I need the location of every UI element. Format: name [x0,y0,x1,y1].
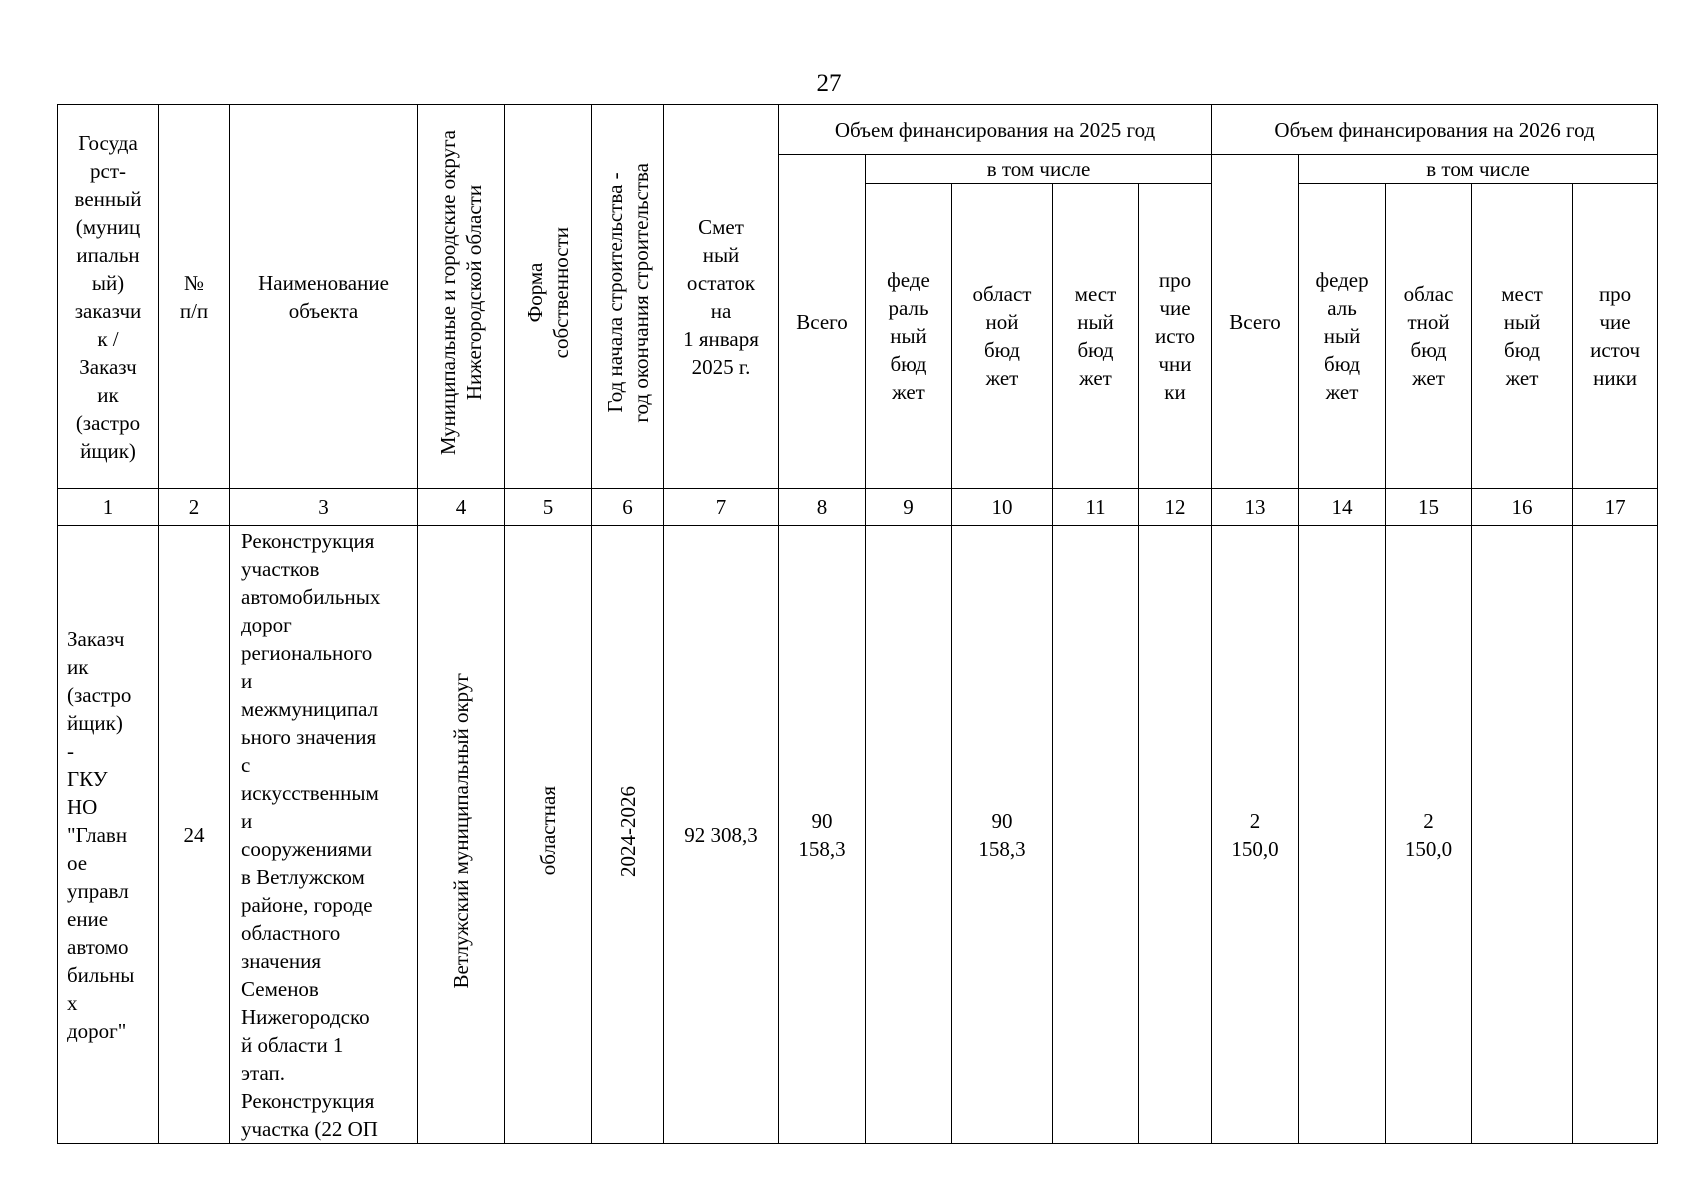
cell-other-2025 [1139,526,1212,1144]
header-including-2025: в том числе [866,155,1212,184]
cell-object-name: Реконструкция участков автомобильных дорог регионального и межмуниципал ьного значения с искусственным и сооружениями в Ветлужском районе, городе областного значения Семенов Нижегородско й области 1 этап. Реконструкция участка (22 ОП [230,526,418,1144]
cell-years [592,526,664,1144]
header-years-text: Год начала строительства - год окончания строительства [602,163,653,423]
column-number: 10 [952,489,1053,526]
cell-number: 24 [159,526,230,1144]
column-number-row [58,489,1658,526]
header-customer: Госуда рст- венный (муниц ипальн ый) заказчи к / Заказч ик (застро йщик) [58,105,159,489]
column-number: 13 [1212,489,1299,526]
column-number: 3 [230,489,418,526]
column-number: 7 [664,489,779,526]
header-municipality-text: Муниципальные и городские округа Нижегородской области [436,130,486,456]
cell-regional-2026: 2 150,0 [1386,526,1472,1144]
cell-ownership [505,526,592,1144]
cell-federal-2025 [866,526,952,1144]
header-federal-2026: федер аль ный бюд жет [1299,184,1386,489]
header-number: № п/п [159,105,230,489]
column-number: 17 [1573,489,1658,526]
cell-municipality-text: Ветлужский муниципальный округ [449,673,473,989]
header-regional-2026: облас тной бюд жет [1386,184,1472,489]
header-municipality [418,105,505,489]
header-row-groups [58,105,1658,155]
header-other-2026: про чие источ ники [1573,184,1658,489]
page-number: 27 [816,70,842,97]
cell-other-2026 [1573,526,1658,1144]
cell-municipality [418,526,505,1144]
column-number: 9 [866,489,952,526]
cell-regional-2025: 90 158,3 [952,526,1053,1144]
column-number: 8 [779,489,866,526]
header-total-2026: Всего [1212,155,1299,489]
column-number: 11 [1053,489,1139,526]
header-ownership [505,105,592,489]
column-number: 15 [1386,489,1472,526]
cell-balance: 92 308,3 [664,526,779,1144]
column-number: 16 [1472,489,1573,526]
cell-local-2026 [1472,526,1573,1144]
header-years [592,105,664,489]
column-number: 5 [505,489,592,526]
column-number: 1 [58,489,159,526]
header-group-2026: Объем финансирования на 2026 год [1212,105,1658,155]
header-group-2025: Объем финансирования на 2025 год [779,105,1212,155]
header-including-2026: в том числе [1299,155,1658,184]
header-ownership-text: Форма собственности [523,227,573,359]
cell-total-2026: 2 150,0 [1212,526,1299,1144]
column-number: 2 [159,489,230,526]
column-number: 6 [592,489,664,526]
cell-years-text: 2024-2026 [615,785,640,877]
financing-table [57,104,1658,1144]
header-other-2025: про чие исто чни ки [1139,184,1212,489]
header-balance: Смет ный остаток на 1 января 2025 г. [664,105,779,489]
header-total-2025: Всего [779,155,866,489]
header-local-2026: мест ный бюд жет [1472,184,1573,489]
cell-customer: Заказч ик (застро йщик) - ГКУ НО "Главн ое управл ение автомо бильны х дорог" [58,526,159,1144]
table-row [58,526,1658,1144]
column-number: 4 [418,489,505,526]
header-local-2025: мест ный бюд жет [1053,184,1139,489]
cell-federal-2026 [1299,526,1386,1144]
column-number: 12 [1139,489,1212,526]
column-number: 14 [1299,489,1386,526]
cell-local-2025 [1053,526,1139,1144]
header-regional-2025: област ной бюд жет [952,184,1053,489]
cell-ownership-text: областная [536,786,560,876]
header-federal-2025: феде раль ный бюд жет [866,184,952,489]
header-object-name: Наименование объекта [230,105,418,489]
cell-total-2025: 90 158,3 [779,526,866,1144]
